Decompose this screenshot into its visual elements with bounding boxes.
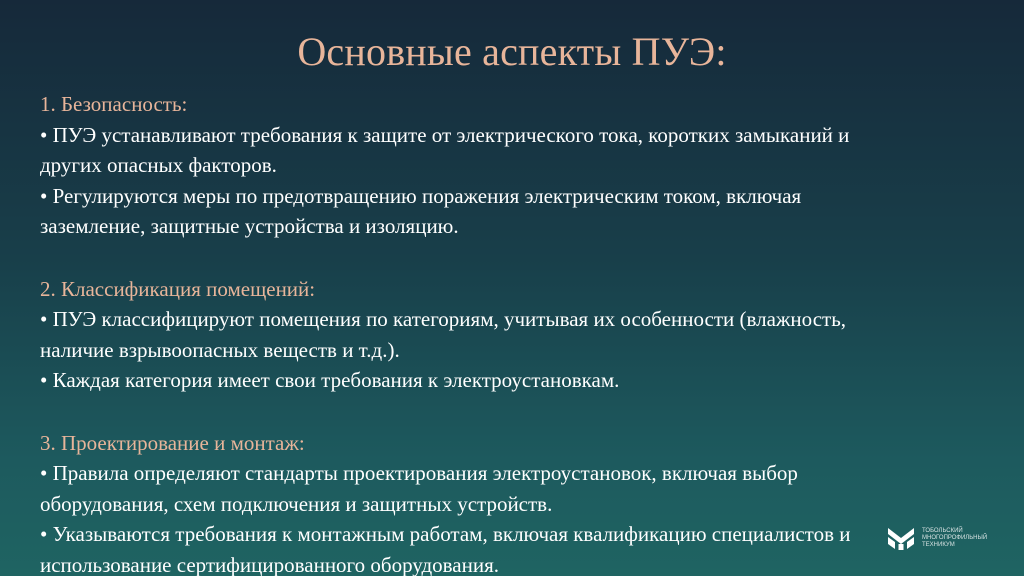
- bullet-item: • ПУЭ классифицируют помещения по категориям, учитывая их особенности (влажность, наличие взрывоопасных веществ и т.д.).: [40, 307, 847, 362]
- bullet-item: • ПУЭ устанавливают требования к защите от электрического тока, коротких замыканий и других опасных факторов.: [40, 122, 850, 177]
- logo-line: МНОГОПРОФИЛЬНЫЙ: [922, 535, 988, 541]
- slide-title: Основные аспекты ПУЭ:: [297, 29, 727, 74]
- section-heading: 1. Безопасность:: [40, 92, 188, 116]
- bullet-item: • Указываются требования к монтажным работам, включая квалификацию специалистов и использование сертифицированного оборудования.: [40, 522, 851, 576]
- logo-line: ТОБОЛЬСКИЙ: [922, 528, 963, 534]
- section-heading: 2. Классификация помещений:: [40, 276, 316, 301]
- bullet-item: • Правила определяют стандарты проектирования электроустановок, включая выбор оборудования, схем подключения и защитных устройств.: [40, 461, 798, 516]
- section-heading: 3. Проектирование и монтаж:: [40, 430, 305, 455]
- slide-content: [40, 89, 900, 576]
- college-logo: [886, 522, 998, 552]
- university-logo-icon: [886, 522, 916, 552]
- section-classification: [40, 274, 900, 396]
- bullet-item: • Регулируются меры по предотвращению поражения электрическим током, включая заземление, защитные устройства и изоляцию.: [40, 183, 802, 238]
- logo-line: ТЕХНИКУМ: [922, 542, 955, 548]
- logo-caption: [922, 528, 987, 549]
- section-safety: [40, 89, 900, 242]
- bullet-item: • Каждая категория имеет свои требования к электроустановкам.: [40, 368, 620, 392]
- section-design-installation: [40, 428, 900, 576]
